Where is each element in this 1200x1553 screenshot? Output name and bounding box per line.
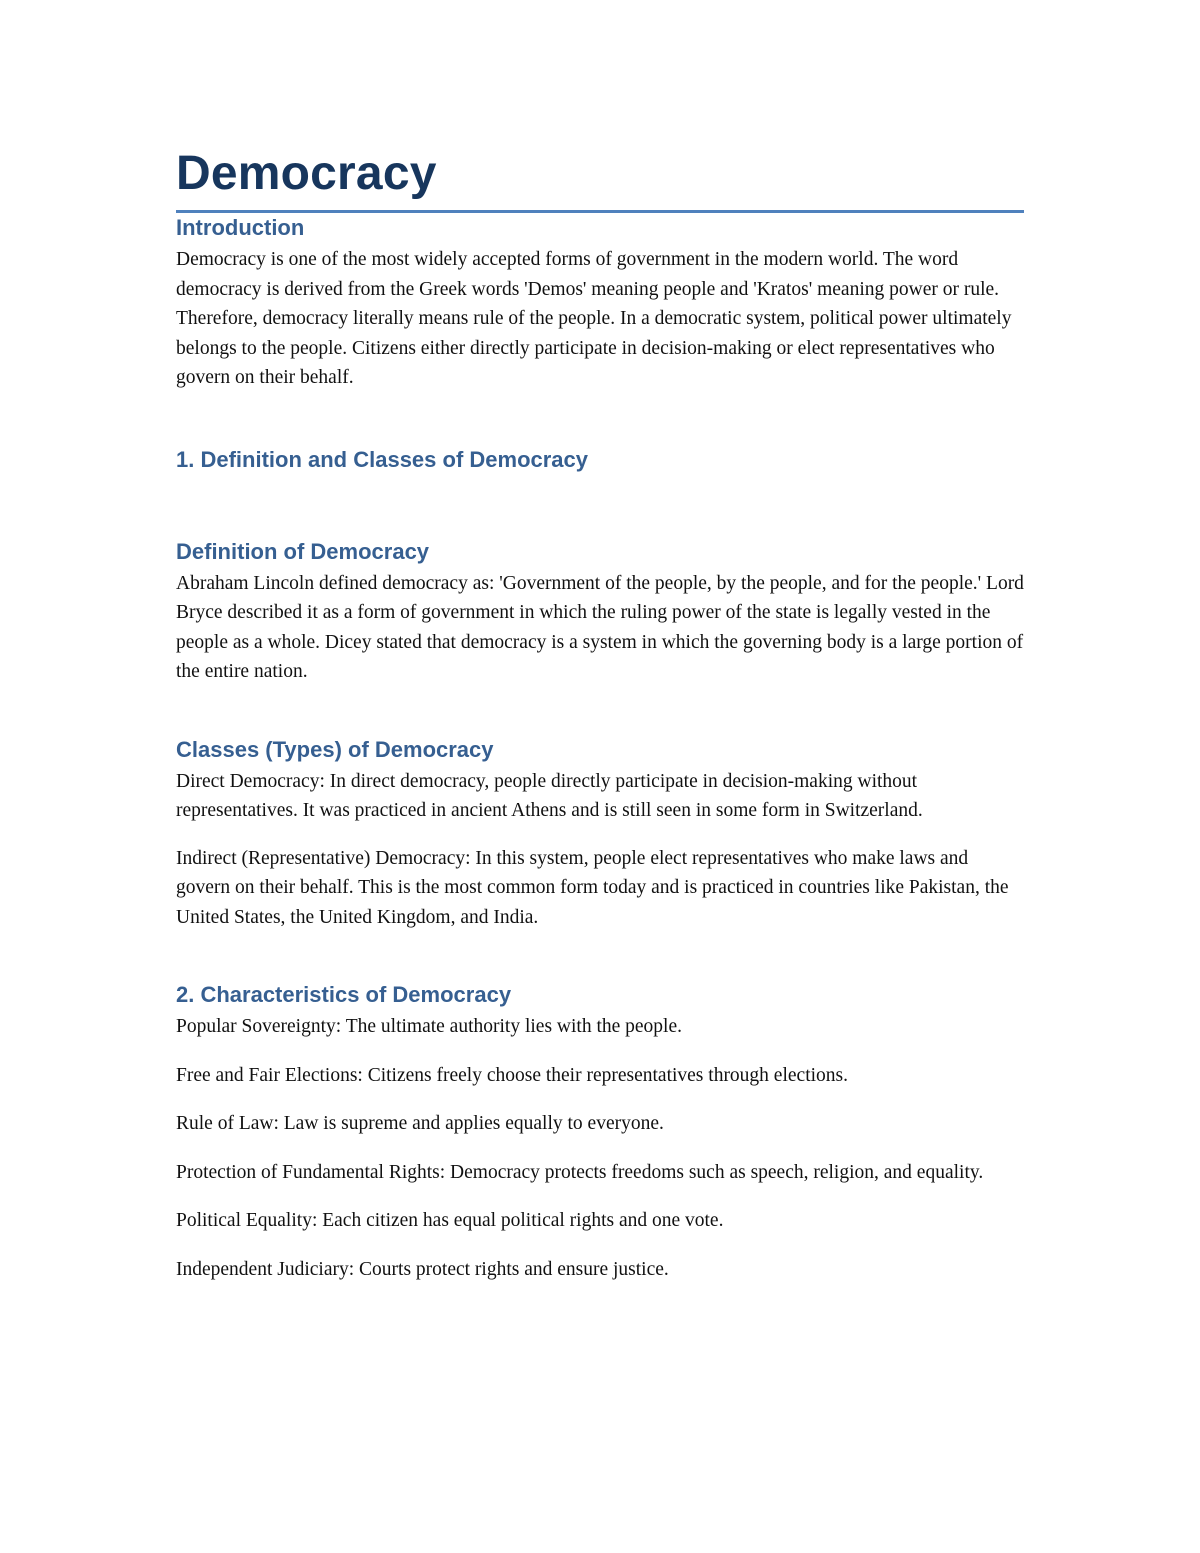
paragraph-direct-democracy: Direct Democracy: In direct democracy, people directly participate in decision-making without representatives. It was practiced in ancient Athens and is still seen in some form in Switzerland.	[176, 770, 923, 821]
document-title: Democracy	[176, 147, 437, 200]
paragraph-definition: Abraham Lincoln defined democracy as: 'Government of the people, by the people, and for the people.' Lord Bryce described it as a form of government in which the ruling power of the state is legally vested in the people as a whole. Dicey stated that democracy is a system in which the governing body is a large portion of the entire nation.	[176, 572, 1024, 682]
heading-classes: Classes (Types) of Democracy	[176, 736, 494, 762]
list-item: Protection of Fundamental Rights: Democracy protects freedoms such as speech, religion, and equality.	[176, 1161, 984, 1183]
heading-definition: Definition of Democracy	[176, 538, 430, 564]
list-item: Independent Judiciary: Courts protect rights and ensure justice.	[176, 1258, 669, 1280]
heading-definition-and-classes: 1. Definition and Classes of Democracy	[176, 446, 589, 472]
characteristics-list	[176, 1012, 1026, 1284]
list-item: Political Equality: Each citizen has equal political rights and one vote.	[176, 1210, 724, 1231]
heading-introduction: Introduction	[176, 215, 305, 240]
paragraph-introduction: Democracy is one of the most widely accepted forms of government in the modern world. The word democracy is derived from the Greek words 'Demos' meaning people and 'Kratos' meaning power or rule. Therefore, democracy literally means rule of the people. In a democratic system, political power ultimately belongs to the people. Citizens either directly participate in decision-making or elect representatives who govern on their behalf.	[176, 249, 1012, 388]
list-item: Free and Fair Elections: Citizens freely choose their representatives through elections.	[176, 1064, 848, 1086]
heading-characteristics: 2. Characteristics of Democracy	[176, 982, 512, 1007]
list-item: Popular Sovereignty: The ultimate authority lies with the people.	[176, 1016, 683, 1037]
list-item: Rule of Law: Law is supreme and applies equally to everyone.	[176, 1113, 664, 1134]
paragraph-indirect-democracy: Indirect (Representative) Democracy: In this system, people elect representatives who make laws and govern on their behalf. This is the most common form today and is practiced in countries like Pakistan, the United States, the United Kingdom, and India.	[176, 847, 1009, 928]
document-page	[176, 140, 1026, 1284]
